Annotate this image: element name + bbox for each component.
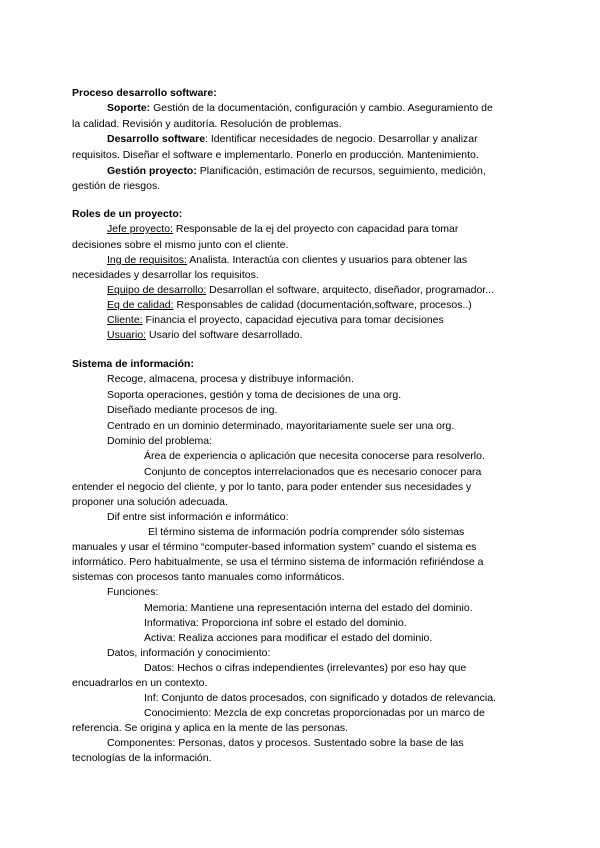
equipo-line (107, 283, 494, 297)
cliente-line (107, 313, 444, 327)
desarrollo-text: : Identificar necesidades de negocio. Desarrollar y analizar (205, 133, 478, 145)
sistema-line-15: Funciones: (107, 586, 159, 598)
jefe-line-2: decisiones sobre el mismo junto con el cliente. (72, 239, 289, 251)
soporte-text: Gestión de la documentación, configuración y cambio. Aseguramiento de (150, 102, 493, 114)
jefe-text: Responsable de la ej del proyecto con capacidad para tomar (172, 223, 459, 235)
soporte-line-2: la calidad. Revisión y auditoría. Resolución de problemas. (72, 118, 342, 130)
soporte-line-1 (107, 101, 493, 115)
sistema-line-16: Memoria: Mantiene una representación interna del estado del dominio. (144, 602, 473, 614)
sistema-line-2: Soporta operaciones, gestión y toma de decisiones de una org. (107, 389, 402, 401)
calidad-line (107, 298, 472, 312)
sistema-line-14: sistemas con procesos tanto manuales como informáticos. (72, 571, 345, 583)
sistema-line-22: Inf: Conjunto de datos procesados, con significado y dotados de relevancia. (144, 692, 496, 704)
sistema-line-20: Datos: Hechos o cifras independientes (irrelevantes) por eso hay que (144, 662, 467, 674)
sistema-line-26: tecnologías de la información. (72, 752, 212, 764)
sistema-line-1: Recoge, almacena, procesa y distribuye información. (107, 373, 354, 385)
calidad-label: Eq de calidad: (107, 299, 174, 311)
sistema-line-18: Activa: Realiza acciones para modificar el estado del dominio. (144, 632, 433, 644)
sistema-line-4: Centrado en un dominio determinado, mayoritariamente suele ser una org. (107, 420, 455, 432)
sistema-line-5: Dominio del problema: (107, 435, 213, 447)
gestion-line-1 (107, 164, 486, 178)
equipo-label: Equipo de desarrollo: (107, 284, 207, 296)
section-heading-proceso: Proceso desarrollo software: (72, 87, 217, 99)
usuario-label: Usuario: (107, 329, 147, 341)
cliente-label: Cliente: (107, 314, 143, 326)
section-heading-sistema: Sistema de información: (72, 358, 194, 370)
jefe-line-1 (107, 222, 458, 236)
sistema-line-21: encuadrarlos en un contexto. (72, 677, 208, 689)
desarrollo-line-2: requisitos. Diseñar el software e implementarlo. Ponerlo en producción. Mantenimiento. (72, 149, 479, 161)
cliente-text: Financia el proyecto, capacidad ejecutiva para tomar decisiones (142, 314, 444, 326)
desarrollo-label: Desarrollo software (107, 133, 206, 145)
soporte-label: Soporte: (107, 102, 151, 114)
desarrollo-line-1 (107, 132, 478, 146)
sistema-line-17: Informativa: Proporciona inf sobre el estado del dominio. (144, 617, 407, 629)
sistema-line-12: manuales y usar el término “computer-based information system” cuando el sistema es (72, 541, 477, 553)
sistema-line-19: Datos, información y conocimiento: (107, 647, 271, 659)
section-heading-roles: Roles de un proyecto: (72, 208, 183, 220)
sistema-line-3: Diseñado mediante procesos de ing. (107, 404, 278, 416)
usuario-line (107, 328, 303, 342)
sistema-line-23: Conocimiento: Mezcla de exp concretas proporcionadas por un marco de (144, 707, 485, 719)
sistema-line-24: referencia. Se origina y aplica en la mente de las personas. (72, 722, 349, 734)
sistema-line-11: El término sistema de información podría comprender sólo sistemas (148, 526, 465, 538)
gestion-label: Gestión proyecto: (107, 165, 197, 177)
sistema-line-10: Dif entre sist información e informático: (107, 511, 289, 523)
gestion-line-2: gestión de riesgos. (72, 180, 161, 192)
ing-label: Ing de requisitos: (107, 254, 187, 266)
sistema-line-8: entender el negocio del cliente, y por lo tanto, para poder entender sus necesidades y (72, 481, 472, 493)
sistema-line-6: Área de experiencia o aplicación que necesita conocerse para resolverlo. (144, 450, 485, 462)
sistema-line-7: Conjunto de conceptos interrelacionados que es necesario conocer para (144, 466, 482, 478)
calidad-text: Responsables de calidad (documentación,software, procesos..) (173, 299, 472, 311)
ing-line-2: necesidades y desarrollar los requisitos. (72, 269, 259, 281)
sistema-line-25: Componentes: Personas, datos y procesos. Sustentado sobre la base de las (107, 737, 464, 749)
sistema-line-9: proponer una solución adecuada. (72, 496, 228, 508)
jefe-label: Jefe proyecto: (107, 223, 173, 235)
ing-text: Analista. Interactúa con clientes y usuarios para obtener las (186, 254, 468, 266)
equipo-text: Desarrollan el software, arquitecto, diseñador, programador... (206, 284, 494, 296)
usuario-text: Usario del software desarrollado. (146, 329, 303, 341)
sistema-line-13: informático. Pero habitualmente, se usa el término sistema de información refiriéndose a (72, 556, 484, 568)
gestion-text: Planificación, estimación de recursos, seguimiento, medición, (196, 165, 486, 177)
ing-line-1 (107, 253, 467, 267)
